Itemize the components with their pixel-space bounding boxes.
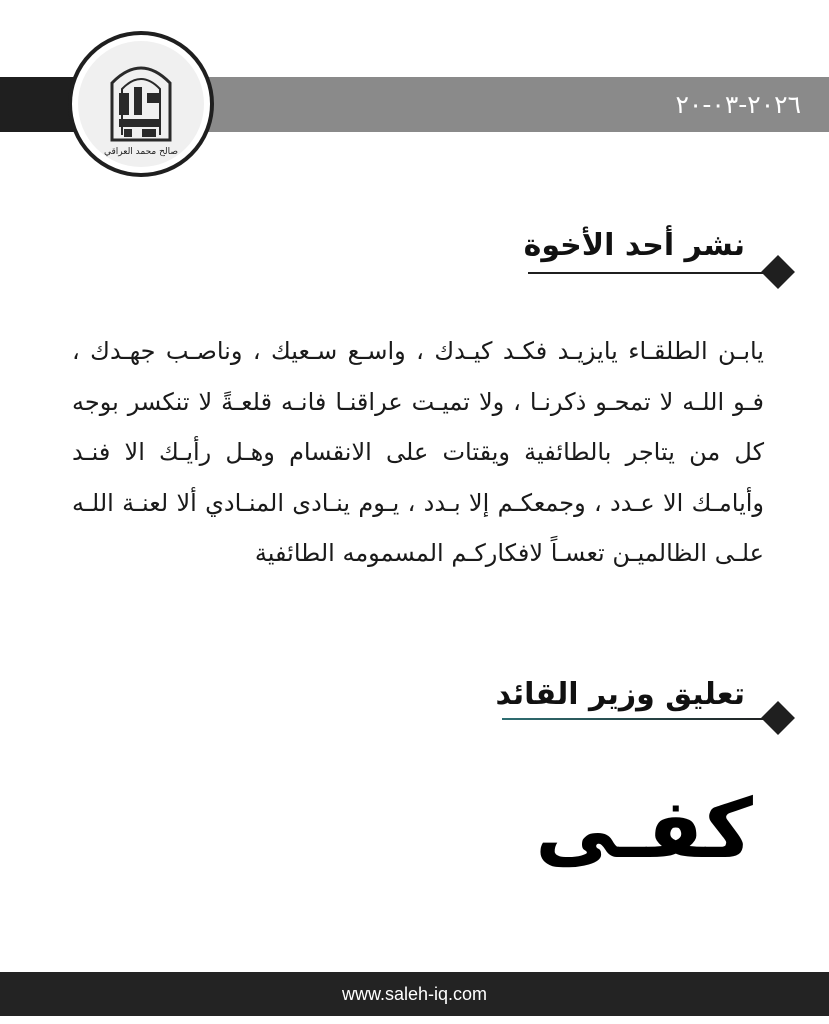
post-body-text: يابـن الطلقـاء يايزيـد فكـد كيـدك ، واسـع سـعيك ، وناصـب جهـدك ، فـو اللـه لا تمحـو ذكرنـا ، ولا تميـت عراقنـا فانـه قلعـةً لا تنكسر بوجه كل من يتاجر بالطائفية ويقتات على الانقسام وهـل رأيـك الا فنـد وأيامـك الا عـدد ، وجمعكـم إلا بـدد ، يـوم ينـادى المنـادي ألا لعنـة اللـه علـى الظالميـن تعسـاً لافكاركـم المسمومه الطائفية bbox=[72, 337, 764, 567]
comment-text: كفـى bbox=[535, 782, 753, 877]
website-link[interactable]: www.saleh-iq.com bbox=[341, 984, 488, 1004]
post-section-title: نشر أحد الأخوة bbox=[523, 228, 745, 263]
post-date: ٢٠٢٦-٠٣-٢٠ bbox=[675, 90, 801, 119]
comment-title-diamond bbox=[761, 701, 795, 735]
logo-caption: صالح محمد العراقي bbox=[103, 147, 179, 157]
post-title-underline bbox=[528, 272, 773, 274]
post-title-diamond bbox=[761, 255, 795, 289]
comment-section-title: تعليق وزير القائد bbox=[495, 677, 745, 712]
footer-bar bbox=[0, 972, 829, 1016]
comment-title-underline bbox=[502, 718, 773, 720]
logo bbox=[68, 31, 214, 177]
